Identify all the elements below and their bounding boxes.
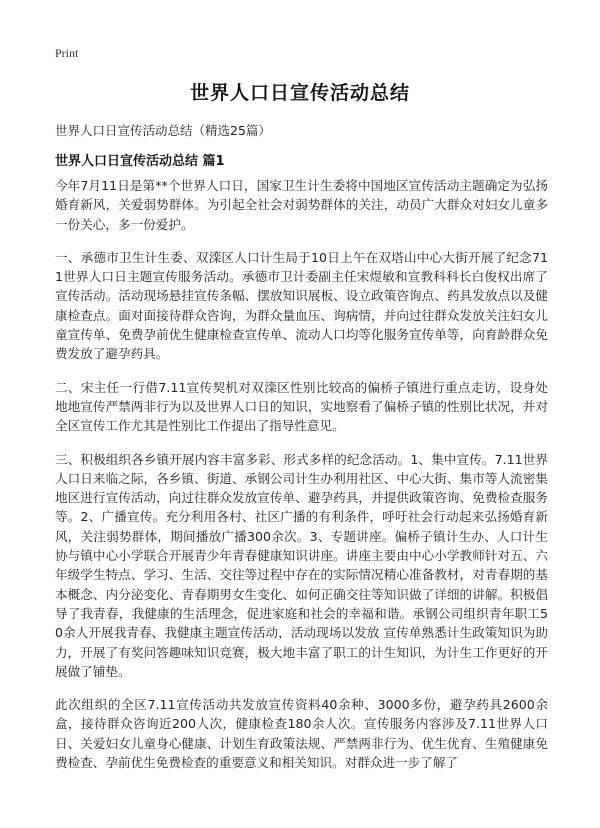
document-subtitle: 世界人口日宣传活动总结（精选25篇） xyxy=(55,123,271,138)
paragraph-1: 一、承德市卫生计生委、双滦区人口计生局于10日上午在双塔山中心大街开展了纪念711世界人口日主题宣传服务活动。承德市卫计委副主任宋煜敏和宣教科科长白俊权出席了宣传活动。活动现场悬挂宣传条幅、摆放知识展板、设立政策咨询点、药具发放点以及健康检查点。面对面接待群众咨询，为群众量血压、询病情，并向过往群众发放关注妇女儿童宣传单、免费孕前优生健康检查宣传单、流动人口均等化服务宣传单等，向育龄群众免费发放了避孕药具。 xyxy=(55,249,548,362)
paragraph-intro: 今年7月11日是第**个世界人口日，国家卫生计生委将中国地区宣传活动主题确定为弘扬婚育新风，关爱弱势群体。为引起全社会对弱势群体的关注，动员广大群众对妇女儿童多一份关心，多一份爱护。 xyxy=(55,178,548,232)
page-title: 世界人口日宣传活动总结 xyxy=(189,82,410,104)
section-heading: 世界人口日宣传活动总结 篇1 xyxy=(55,154,225,169)
article-body xyxy=(55,176,548,786)
paragraph-summary: 此次组织的全区7.11宣传活动共发放宣传资料40余种、3000多份，避孕药具2600余盒，接待群众咨询近200人次，健康检查180余人次。宣传服务内容涉及7.11世界人口日、关爱妇女儿童身心健康、计划生育政策法规、严禁两非行为、优生优育、生殖健康免费检查、孕前优生免费检查的重要意义和相关知识。对群众进一步了解了 xyxy=(55,697,548,771)
paragraph-3: 三、积极组织各乡镇开展内容丰富多彩、形式多样的纪念活动。1、集中宣传。7.11世界人口日来临之际，各乡镇、街道、承钢公司计生办利用社区、中心大街、集市等人流密集地区进行宣传活动，向过往群众发放宣传单、避孕药具，并提供政策咨询、免费检查服务等。2、广播宣传。充分利用各村、社区广播的有利条件，呼吁社会行动起来弘扬婚育新风，关注弱势群体，期间播放广播300余次。3、专题讲座。偏桥子镇计生办、人口计生协与镇中心小学联合开展青少年青春健康知识讲座。讲座主要由中心小学教师针对五、六年级学生特点、学习、生活、交往等过程中存在的实际情况精心准备教材，对青春期的基本概念、内分泌变化、青春期男女生变化、如何正确交往等知识做了详细的讲解。积极倡导了我青春，我健康的生活理念，促进家庭和社会的幸福和谐。承钢公司组织青年职工50余人开展我青春、我健康主题宣传活动，活动现场以发放 宣传单熟悉计生政策知识为助力，开展了有奖问答趣味知识竞赛，极大地丰富了职工的计生知识，为计生工作更好的开展做了铺垫。 xyxy=(55,451,548,679)
paragraph-2: 二、宋主任一行借7.11宣传契机对双滦区性别比较高的偏桥子镇进行重点走访，设身处地地宣传严禁两非行为以及世界人口日的知识，实地察看了偏桥子镇的性别比状况，并对全区宣传工作尤其是性别比工作提出了指导性意见。 xyxy=(55,379,548,434)
print-link[interactable]: Print xyxy=(55,46,79,60)
